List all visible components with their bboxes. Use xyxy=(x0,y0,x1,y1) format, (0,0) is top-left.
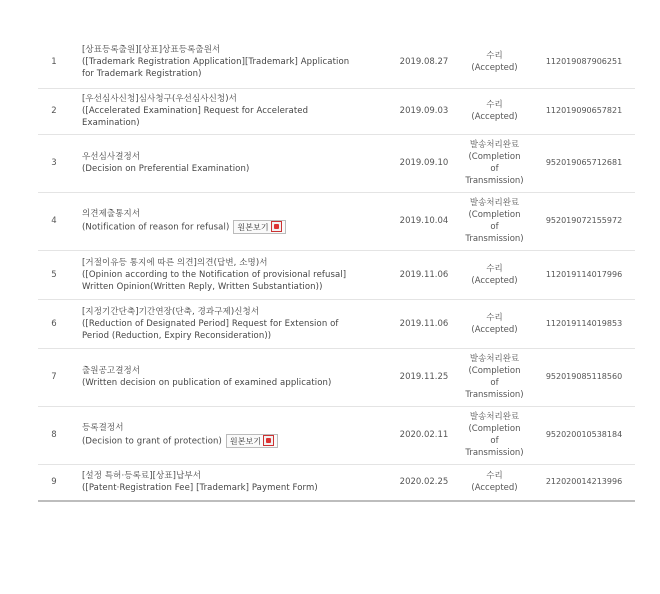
status-line: (Accepted) xyxy=(471,112,518,122)
processing-status xyxy=(456,299,533,348)
status-line: (Accepted) xyxy=(471,483,518,494)
document-name-cell xyxy=(70,464,392,501)
document-name-english xyxy=(82,117,392,129)
document-name-english-line: Period (Reduction, Expiry Reconsideration)) xyxy=(82,330,272,341)
status-line: of xyxy=(490,164,499,174)
processing-status xyxy=(456,37,533,88)
document-name-english-line: for Trademark Registration) xyxy=(82,69,202,80)
document-name-english xyxy=(82,377,392,389)
table-row xyxy=(38,348,635,406)
processing-status xyxy=(456,464,533,501)
document-name-english-line: (Written decision on publication of examined application) xyxy=(82,378,332,388)
document-name-english-line: ([Patent·Registration Fee] [Trademark] Payment Form) xyxy=(82,483,318,494)
status-line: 수리 xyxy=(486,312,503,323)
document-name-korean[interactable]: [지정기간단축]기간연장(단축, 경과구제)신청서 xyxy=(82,306,260,317)
processing-status xyxy=(456,250,533,299)
table-row xyxy=(38,192,635,250)
document-name-english xyxy=(82,220,392,234)
document-name-korean[interactable]: [우선심사신청]심사청구(우선심사신청)서 xyxy=(82,94,237,104)
row-number: 8 xyxy=(38,406,70,464)
row-number: 3 xyxy=(38,134,70,192)
view-original-button[interactable] xyxy=(233,220,285,234)
document-name-english-line: (Decision to grant of protection) xyxy=(82,436,222,447)
document-name-english-line: ([Reduction of Designated Period] Request for Extension of xyxy=(82,318,339,329)
document-name-cell xyxy=(70,192,392,250)
table-row xyxy=(38,250,635,299)
status-line: 발송처리완료 xyxy=(469,412,520,422)
document-name-cell xyxy=(70,299,392,348)
status-line: (Accepted) xyxy=(471,275,518,286)
document-name-english xyxy=(82,482,392,494)
row-number: 7 xyxy=(38,348,70,406)
table-row xyxy=(38,134,635,192)
history-table-body xyxy=(38,37,635,501)
document-name-english xyxy=(82,105,392,117)
document-name-english-line: ([Accelerated Examination] Request for Accelerated xyxy=(82,106,309,116)
view-original-label: 원본보기 xyxy=(237,223,269,232)
document-name-korean[interactable]: 우선심사결정서 xyxy=(82,152,141,162)
document-name-english xyxy=(82,269,392,281)
document-name-korean[interactable]: 등록결정서 xyxy=(82,423,124,433)
receipt-date: 2019.11.06 xyxy=(392,299,456,348)
status-line: Transmission) xyxy=(465,448,524,458)
status-line: (Accepted) xyxy=(471,63,518,74)
document-name-cell xyxy=(70,88,392,134)
processing-status xyxy=(456,406,533,464)
document-name-korean[interactable]: [설정 특허·등록료][상표]납부서 xyxy=(82,471,202,482)
status-line: 수리 xyxy=(486,100,503,110)
status-line: (Completion xyxy=(468,366,521,376)
document-name-cell xyxy=(70,134,392,192)
receipt-date: 2020.02.25 xyxy=(392,464,456,501)
document-name-korean[interactable]: 출원공고결정서 xyxy=(82,366,141,376)
view-original-button[interactable] xyxy=(226,434,278,448)
receipt-number: 112019087906251 xyxy=(533,37,635,88)
document-name-english-line: (Notification of reason for refusal) xyxy=(82,222,230,233)
table-row xyxy=(38,88,635,134)
row-number: 1 xyxy=(38,37,70,88)
status-line: Transmission) xyxy=(465,176,524,186)
status-line: 발송처리완료 xyxy=(469,354,520,364)
table-row xyxy=(38,464,635,501)
receipt-date: 2020.02.11 xyxy=(392,406,456,464)
document-name-cell xyxy=(70,348,392,406)
receipt-number: 112019090657821 xyxy=(533,88,635,134)
document-name-korean[interactable]: [거절이유등 통지에 따른 의견]의견(답변, 소명)서 xyxy=(82,257,268,268)
status-line: (Completion xyxy=(468,424,521,434)
row-number: 2 xyxy=(38,88,70,134)
document-name-korean[interactable]: 의견제출통지서 xyxy=(82,209,141,219)
receipt-number: 112019114019853 xyxy=(533,299,635,348)
row-number: 4 xyxy=(38,192,70,250)
document-name-english-line: Written Opinion(Written Reply, Written Substantiation)) xyxy=(82,281,323,292)
table-row xyxy=(38,37,635,88)
status-line: of xyxy=(490,436,499,446)
status-line: (Accepted) xyxy=(471,324,518,335)
document-name-cell xyxy=(70,406,392,464)
status-line: 수리 xyxy=(486,471,503,482)
table-row xyxy=(38,299,635,348)
document-name-english xyxy=(82,56,392,68)
document-name-english-line: Examination) xyxy=(82,118,140,128)
document-name-english xyxy=(82,68,392,80)
table-row xyxy=(38,406,635,464)
row-number: 6 xyxy=(38,299,70,348)
receipt-number: 112019114017996 xyxy=(533,250,635,299)
document-name-english-line: ([Trademark Registration Application][Trademark] Application xyxy=(82,57,350,68)
status-line: (Completion xyxy=(468,152,521,162)
view-original-label: 원본보기 xyxy=(229,437,262,446)
status-line: 수리 xyxy=(486,263,503,274)
document-name-english-line: (Decision on Preferential Examination) xyxy=(82,164,250,174)
processing-status xyxy=(456,348,533,406)
document-name-cell xyxy=(70,250,392,299)
document-name-english xyxy=(82,281,392,293)
status-line: 발송처리완료 xyxy=(469,140,520,150)
document-name-korean[interactable]: [상표등록출원][상표]상표등록출원서 xyxy=(82,45,221,56)
status-line: Transmission) xyxy=(465,234,524,244)
row-number: 5 xyxy=(38,250,70,299)
receipt-number: 952019085118560 xyxy=(533,348,635,406)
document-name-english xyxy=(82,330,392,342)
row-number: 9 xyxy=(38,464,70,501)
status-line: (Completion xyxy=(468,210,521,220)
processing-status xyxy=(456,134,533,192)
status-line: of xyxy=(490,378,499,388)
status-line: 수리 xyxy=(486,51,503,62)
status-line: of xyxy=(490,222,499,232)
pdf-icon xyxy=(263,435,274,446)
receipt-date: 2019.08.27 xyxy=(392,37,456,88)
receipt-date: 2019.11.06 xyxy=(392,250,456,299)
receipt-number: 952020010538184 xyxy=(533,406,635,464)
receipt-date: 2019.11.25 xyxy=(392,348,456,406)
receipt-number: 952019072155972 xyxy=(533,192,635,250)
receipt-number: 212020014213996 xyxy=(533,464,635,501)
receipt-date: 2019.10.04 xyxy=(392,192,456,250)
receipt-date: 2019.09.10 xyxy=(392,134,456,192)
history-table-wrapper xyxy=(38,37,623,502)
status-line: 발송처리완료 xyxy=(469,198,520,208)
receipt-date: 2019.09.03 xyxy=(392,88,456,134)
processing-status xyxy=(456,88,533,134)
pdf-icon xyxy=(271,221,282,232)
receipt-number: 952019065712681 xyxy=(533,134,635,192)
document-name-english xyxy=(82,434,392,448)
document-name-english xyxy=(82,318,392,330)
history-table xyxy=(38,37,635,502)
processing-status xyxy=(456,192,533,250)
status-line: Transmission) xyxy=(465,390,524,400)
document-name-english-line: ([Opinion according to the Notification of provisional refusal] xyxy=(82,269,347,280)
document-name-english xyxy=(82,163,392,175)
document-name-cell xyxy=(70,37,392,88)
